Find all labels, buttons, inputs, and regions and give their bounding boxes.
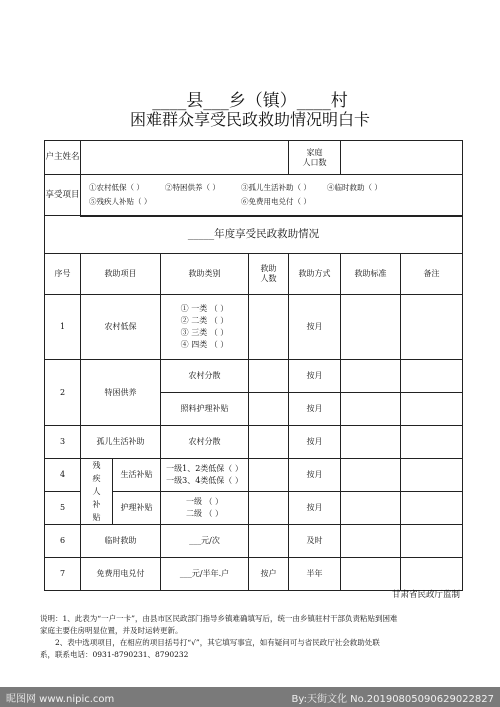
row2b-people[interactable]	[249, 393, 289, 426]
row7-people: 按户	[249, 558, 289, 591]
row2b-remarks[interactable]	[401, 393, 463, 426]
assistance-card-table	[44, 140, 463, 591]
row2-category-b: 照料护理补贴	[161, 393, 249, 426]
row2a-method: 按月	[289, 360, 341, 393]
row3-standard[interactable]	[341, 426, 401, 459]
row4-remarks[interactable]	[401, 459, 463, 492]
instructions-note: 说明：1、此表为“一户一卡”，由县市区民政部门指导乡镇难确填写后，统一由乡镇驻村干部负责粘贴到困难 家庭主要住房明显位置，并及时运转更新。 2、表中选项项目，在相应的项目括号打“√”，其它填写事宜，如有疑问可与省民政厅社会救助处联 系，联系电话：0931-8790231、8790232	[40, 614, 398, 659]
col-header-standard: 救助标准	[341, 254, 401, 295]
year-title: _____年度享受民政救助情况	[45, 216, 463, 254]
projects-options	[81, 175, 463, 216]
row7-remarks[interactable]	[401, 558, 463, 591]
supervisor-text: 甘肃省民政厅监制	[391, 590, 460, 600]
household-size-label: 家庭 人口数	[289, 141, 341, 175]
row4-categories: 一级1、2类低保（ ） 一级3、4类低保（ ）	[161, 459, 249, 492]
row1-method: 按月	[289, 295, 341, 360]
row4-standard[interactable]	[341, 459, 401, 492]
row5-item: 护理补贴	[113, 492, 161, 525]
row1-item: 农村低保	[81, 295, 161, 360]
row1-categories: ① 一类 （ ） ② 二类 （ ） ③ 三类 （ ） ④ 四类 （ ）	[161, 295, 249, 360]
option-rural-dibao[interactable]: ①农村低保（ ）	[89, 182, 144, 192]
option-special-support[interactable]: ②特困供养（ ）	[165, 182, 220, 192]
row7-method: 半年	[289, 558, 341, 591]
projects-label: 享受项目	[45, 175, 81, 216]
option-temporary-aid[interactable]: ④临时救助（ ）	[327, 182, 382, 192]
col-header-item: 救助项目	[81, 254, 161, 295]
row3-number: 3	[45, 426, 81, 459]
row6-standard[interactable]	[341, 525, 401, 558]
title-village: ____县___乡（镇）____村	[152, 91, 348, 111]
row4-number: 4	[45, 459, 81, 492]
row5-number: 5	[45, 492, 81, 525]
col-header-people: 救助 人数	[249, 254, 289, 295]
row3-method: 按月	[289, 426, 341, 459]
head-name-field[interactable]	[81, 141, 289, 175]
row3-remarks[interactable]	[401, 426, 463, 459]
row2a-standard[interactable]	[341, 360, 401, 393]
row5-remarks[interactable]	[401, 492, 463, 525]
head-name-label: 户主姓名	[45, 141, 81, 175]
row5-people[interactable]	[249, 492, 289, 525]
row2-number: 2	[45, 360, 81, 426]
household-size-field[interactable]	[341, 141, 463, 175]
row4-item: 生活补贴	[113, 459, 161, 492]
row1-people[interactable]	[249, 295, 289, 360]
row7-item: 免费用电兑付	[81, 558, 161, 591]
row6-category[interactable]: ___元/次	[161, 525, 249, 558]
row4-method: 按月	[289, 459, 341, 492]
row1-remarks[interactable]	[401, 295, 463, 360]
row2a-people[interactable]	[249, 360, 289, 393]
watermark-footer	[0, 687, 500, 707]
row5-method: 按月	[289, 492, 341, 525]
row6-people[interactable]	[249, 525, 289, 558]
row3-category: 农村分散	[161, 426, 249, 459]
row2-category-a: 农村分散	[161, 360, 249, 393]
option-disability-subsidy[interactable]: ⑤残疾人补贴（ ）	[89, 196, 152, 206]
row2-item: 特困供养	[81, 360, 161, 426]
row6-item: 临时救助	[81, 525, 161, 558]
row1-standard[interactable]	[341, 295, 401, 360]
row2b-standard[interactable]	[341, 393, 401, 426]
row5-categories: 一级 （ ） 二级 （ ）	[161, 492, 249, 525]
row3-people[interactable]	[249, 426, 289, 459]
col-header-number: 序号	[45, 254, 81, 295]
option-free-electricity[interactable]: ⑥免费用电兑付（ ）	[241, 196, 311, 206]
row7-category[interactable]: ___元/半年.户	[161, 558, 249, 591]
row7-standard[interactable]	[341, 558, 401, 591]
col-header-method: 救助方式	[289, 254, 341, 295]
row1-number: 1	[45, 295, 81, 360]
row6-number: 6	[45, 525, 81, 558]
image-id-text: By:天街文化 No.20190805090629022827	[291, 694, 494, 705]
option-orphan-subsidy[interactable]: ③孤儿生活补助（ ）	[241, 182, 311, 192]
page-title: 困难群众享受民政救助情况明白卡	[129, 110, 370, 129]
row2a-remarks[interactable]	[401, 360, 463, 393]
row3-item: 孤儿生活补助	[81, 426, 161, 459]
disabled-subsidy-label: 残 疾 人 补 贴	[81, 459, 113, 525]
row6-remarks[interactable]	[401, 525, 463, 558]
row2b-method: 按月	[289, 393, 341, 426]
watermark-text: 昵图网 www.nipic.com	[6, 694, 115, 705]
row6-method: 及时	[289, 525, 341, 558]
row4-people[interactable]	[249, 459, 289, 492]
row5-standard[interactable]	[341, 492, 401, 525]
row7-number: 7	[45, 558, 81, 591]
col-header-remarks: 备注	[401, 254, 463, 295]
col-header-category: 救助类别	[161, 254, 249, 295]
